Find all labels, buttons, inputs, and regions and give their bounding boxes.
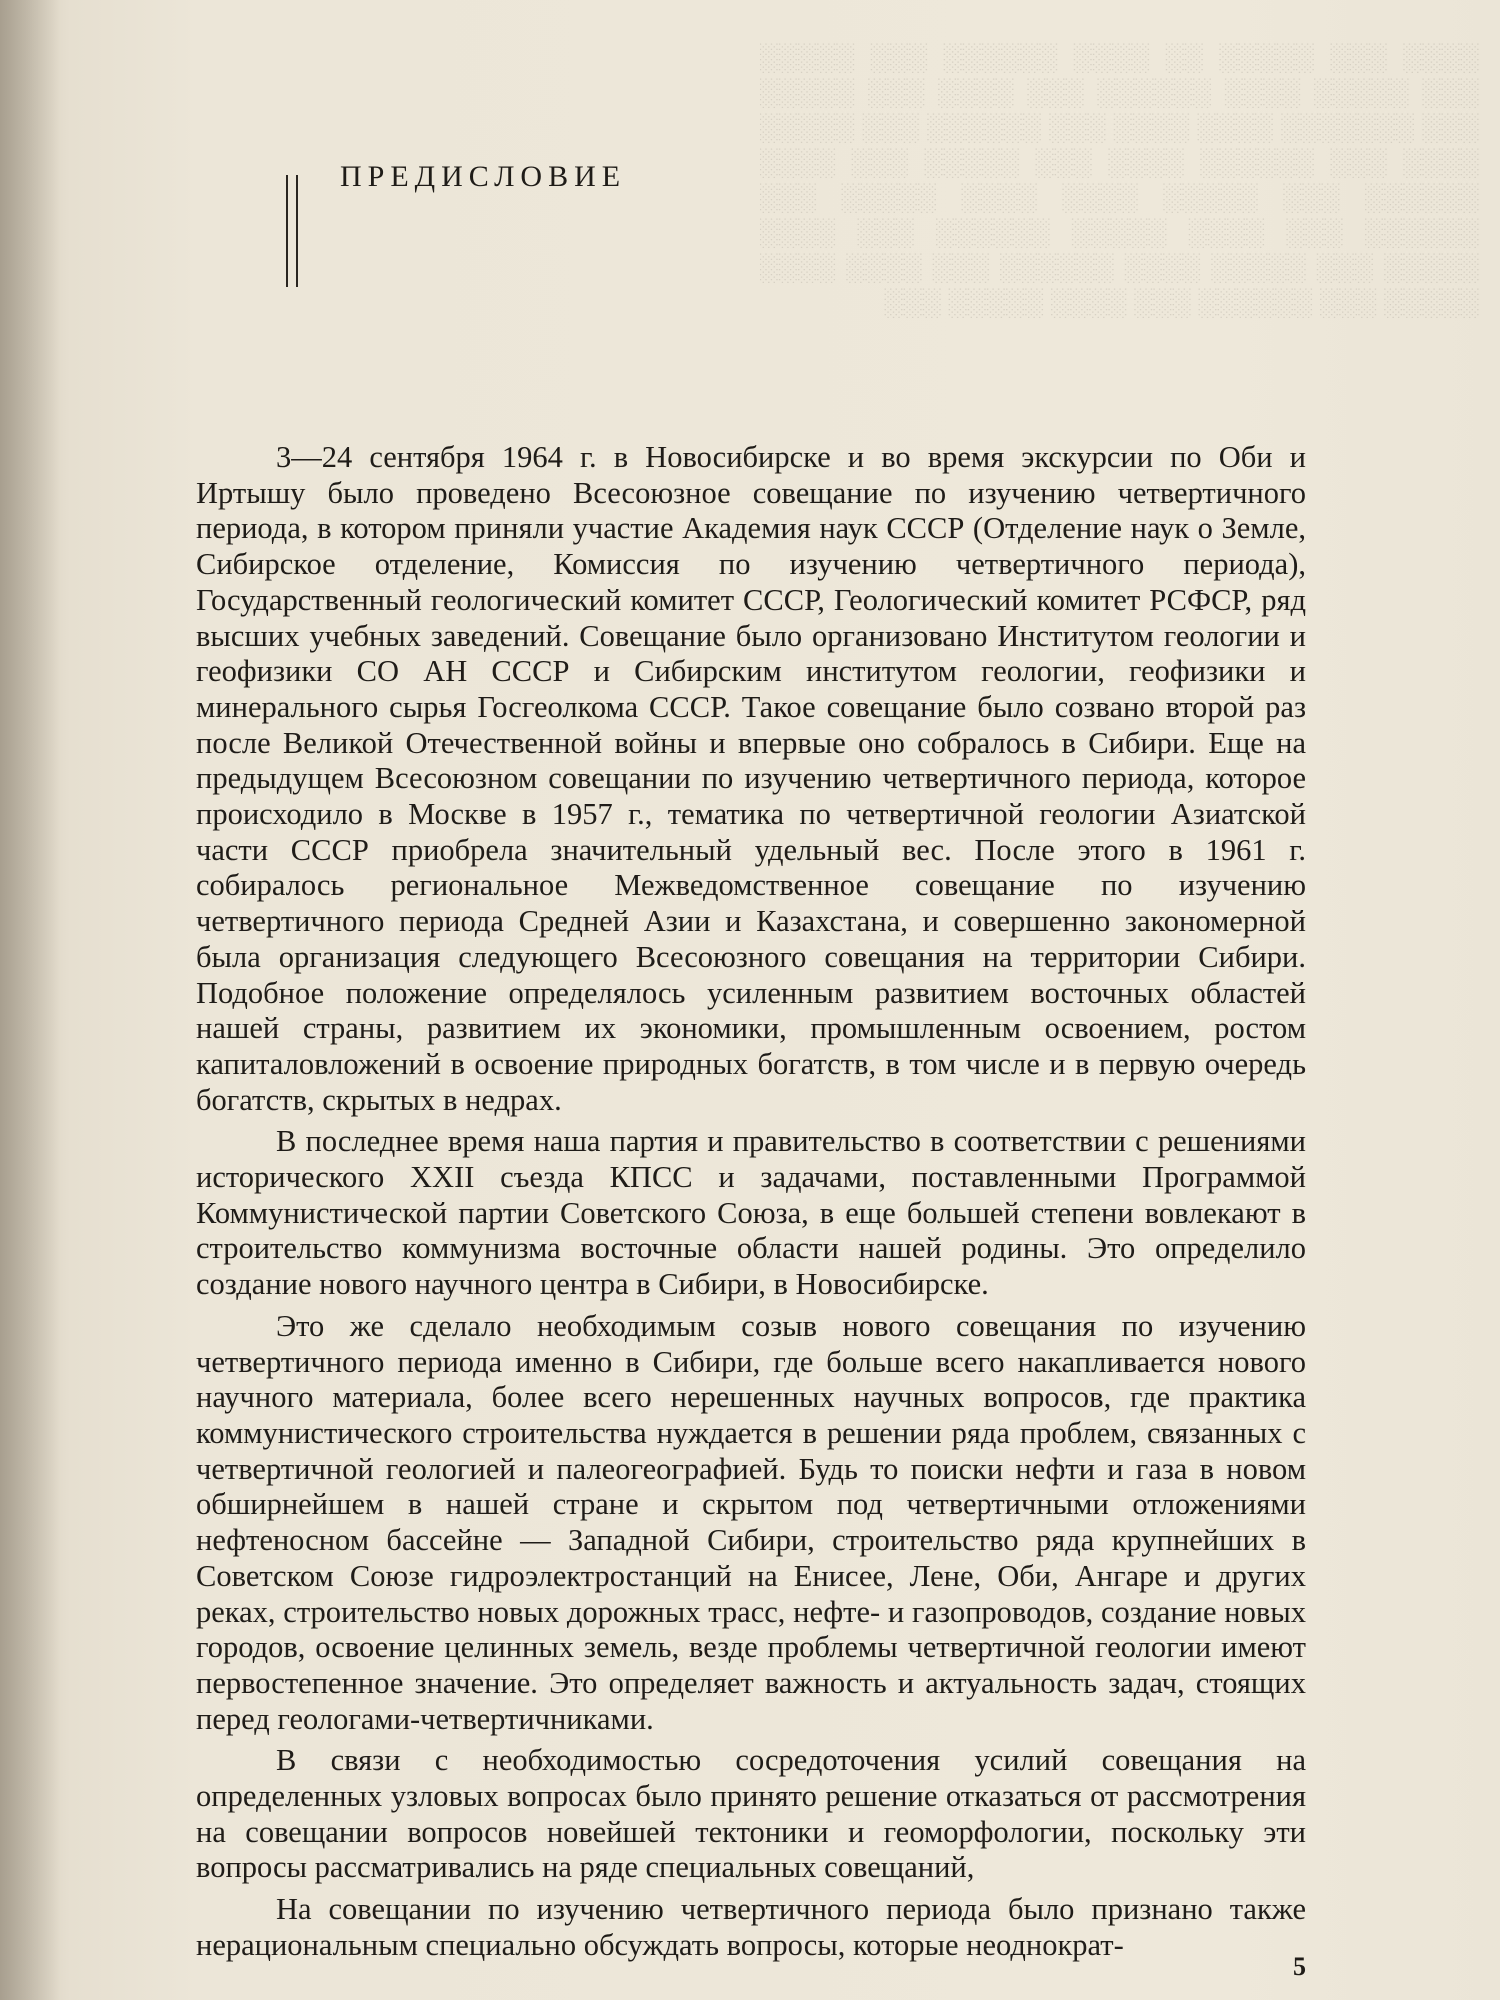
page-number: 5	[1293, 1952, 1306, 1981]
paragraph: В связи с необходимостью сосредоточения усилий совещания на определенных узловых вопросах было принято решение отказаться от рассмотрения на совещании вопросов новейшей тектоники и геоморфологии, поскольку эти вопросы рассматривались на ряде специальных совещаний,	[196, 1743, 1306, 1885]
paragraph: Это же сделало необходимым созыв нового совещания по изучению четвертичного периода именно в Сибири, где больше всего накапливается нового научного материала, более всего нерешенных научных вопросов, где практика коммунистического строительства нуждается в решении ряда проблем, связанных с четвертичной геологией и палеогеографией. Будь то поиски нефти и газа в новом обширнейшем в нашей стране и скрытом под четвертичными отложениями нефтеносном бассейне — Западной Сибири, строительство ряда крупнейших в Советском Союзе гидроэлектростанций на Енисее, Лене, Оби, Ангаре и других реках, строительство новых дорожных трасс, нефте- и газопроводов, создание новых городов, освоение целинных земель, везде проблемы четвертичной геологии имеют первостепенное значение. Это определяет важность и актуальность задач, стоящих перед геологами-четвертичниками.	[196, 1308, 1306, 1736]
paragraph: В последнее время наша партия и правительство в соответствии с решениями исторического XXII съезда КПСС и задачами, поставленными Программой Коммунистической партии Советского Союза, в еще большей степени вовлекают в строительство коммунизма восточные области нашей родины. Это определило создание нового научного центра в Сибири, в Новосибирске.	[196, 1124, 1306, 1302]
body-text	[196, 440, 1306, 1964]
paragraph: На совещании по изучению четвертичного периода было признано также нерациональным специально обсуждать вопросы, которые неоднократ-	[196, 1892, 1306, 1962]
bleed-through-texture: ░░░░ ░░░ ░░░░░ ░░ ░░░░ ░░░░░░ ░░░ ░░░░░ ░░░ ░░░░░ ░░░░ ░░░░░░ ░░░ ░░░░ ░░░ ░░░░░ ░░░ ░░░░░░░ ░░░░ ░░░░ ░░░ ░░░░░░ ░░░ ░░░░░ ░░░░ ░░░ ░░░░░░ ░░░░ ░░░ ░░░░░ ░░░ ░░░░ ░░░░░░ ░░░ ░░░░░ ░░░░ ░░░░ ░░░░░ ░░░ ░░░░░░ ░░░ ░░░░ ░░░░░ ░░░░░░ ░░░ ░░░░ ░░░░░ ░░░ ░░░░░ ░░░░ ░░░░░░ ░░░ ░░░░ ░░░░ ░░░░░ ░░░ ░░░░░░ ░░░ ░░░░ ░░░░░ ░░░	[760, 42, 1480, 317]
chapter-double-rule	[286, 175, 298, 287]
chapter-title: ПРЕДИСЛОВИЕ	[340, 160, 627, 193]
paragraph: 3—24 сентября 1964 г. в Новосибирске и во время экскурсии по Оби и Иртышу было проведено Всесоюзное совещание по изучению четвертичного периода, в котором приняли участие Академия наук СССР (Отделение наук о Земле, Сибирское отделение, Комиссия по изучению четвертичного периода), Государственный геологический комитет СССР, Геологический комитет РСФСР, ряд высших учебных заведений. Совещание было организовано Институтом геологии и геофизики СО АН СССР и Сибирским институтом геологии, геофизики и минерального сырья Госгеолкома СССР. Такое совещание было созвано второй раз после Великой Отечественной войны и впервые оно собралось в Сибири. Еще на предыдущем Всесоюзном совещании по изучению четвертичного периода, которое происходило в Москве в 1957 г., тематика по четвертичной геологии Азиатской части СССР приобрела значительный удельный вес. После этого в 1961 г. собиралось региональное Межведомственное совещание по изучению четвертичного периода Средней Азии и Казахстана, и совершенно закономерной была организация следующего Всесоюзного совещания на территории Сибири. Подобное положение определялось усиленным развитием восточных областей нашей страны, развитием их экономики, промышленным освоением, ростом капиталовложений в освоение природных богатств, в том числе и в первую очередь богатств, скрытых в недрах.	[196, 440, 1306, 1117]
spine-shadow	[0, 0, 60, 2000]
